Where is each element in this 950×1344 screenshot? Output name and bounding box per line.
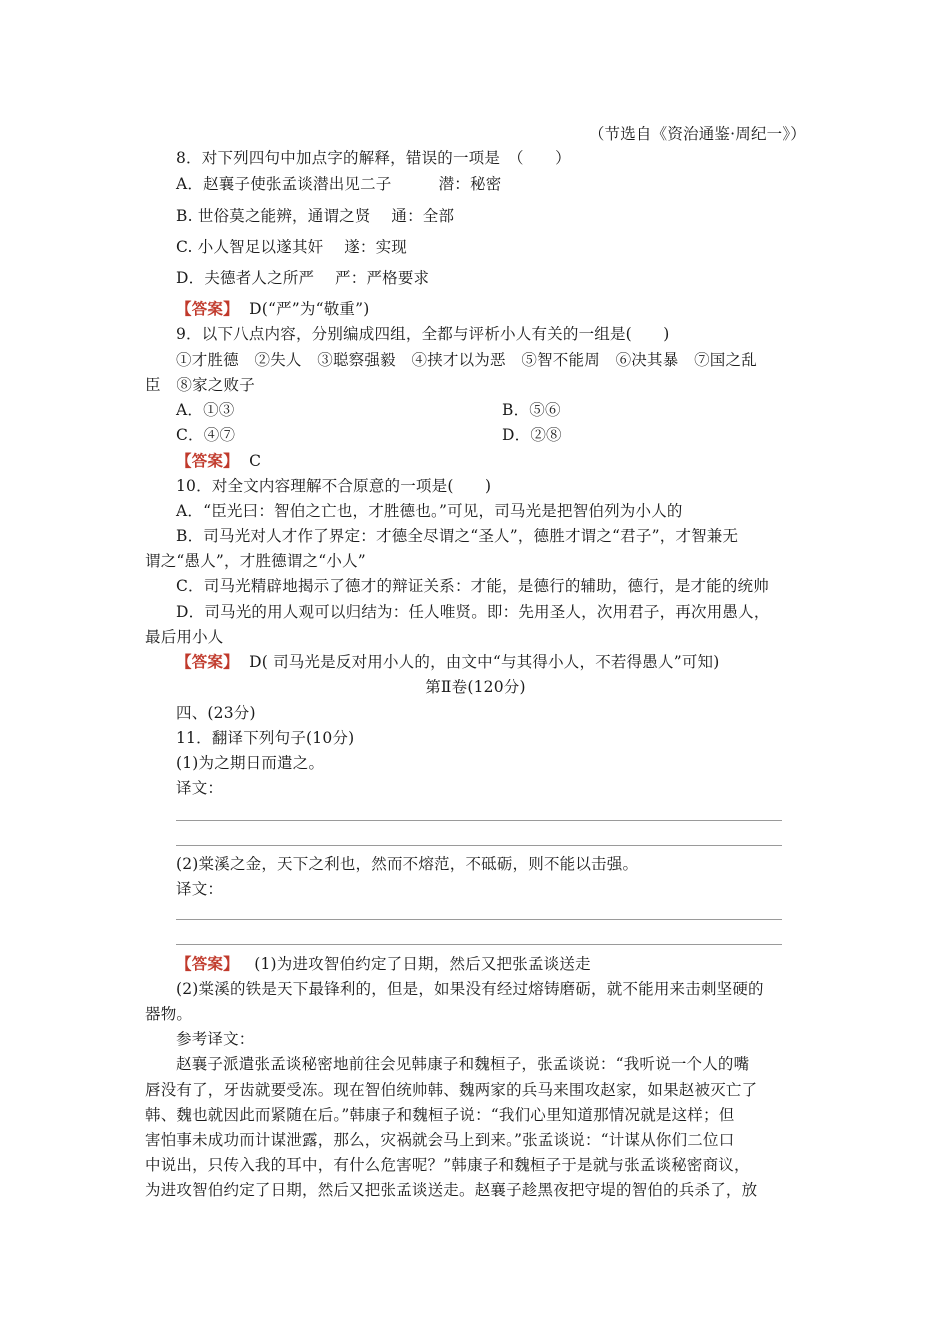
reference-line: 赵襄子派遣张孟谈秘密地前往会见韩康子和魏桓子，张孟谈说：“我听说一个人的嘴: [176, 1055, 750, 1073]
question-8-stem: 8．对下列四句中加点字的解释，错误的一项是 （ ）: [176, 149, 571, 167]
question-9-stem: 9．以下八点内容，分别编成四组，全都与评析小人有关的一组是( ): [176, 325, 670, 343]
reference-line: 中说出，只传入我的耳中，有什么危害呢？”韩康子和魏桓子于是就与张孟谈秘密商议，: [145, 1156, 750, 1174]
question-11-sentence-1: (1)为之期日而遣之。: [176, 754, 325, 772]
question-10-option-c: C．司马光精辟地揭示了德才的辩证关系：才能，是德行的辅助，德行，是才能的统帅: [176, 577, 769, 595]
question-11-answer: [176, 954, 591, 974]
answer-label: 【答案】: [176, 451, 239, 470]
answer-text-1: (1)为进攻智伯约定了日期，然后又把张孟谈送走: [254, 955, 591, 973]
question-10-answer: [176, 652, 719, 672]
question-10-stem: 10．对全文内容理解不合原意的一项是( ): [176, 477, 492, 495]
volume-title: 第Ⅱ卷(120分): [425, 678, 526, 696]
question-10-option-a: A．“臣光曰：智伯之亡也，才胜德也。”可见，司马光是把智伯列为小人的: [176, 502, 683, 520]
question-11-sentence-2: (2)棠溪之金，天下之利也，然而不熔范，不砥砺，则不能以击强。: [176, 855, 639, 873]
source-citation: （节选自《资治通鉴·周纪一》）: [588, 125, 806, 143]
answer-line: [176, 919, 782, 920]
question-8-option-d: D．夫德者人之所严 严：严格要求: [176, 269, 430, 287]
question-9-option-c: C．④⑦: [176, 426, 236, 444]
answer-line: [176, 944, 782, 945]
question-9-answer: [176, 451, 261, 471]
answer-text: D(“严”为“敬重”): [249, 300, 370, 318]
answer-label: 【答案】: [176, 954, 239, 973]
reference-line: 唇没有了，牙齿就要受冻。现在智伯统帅韩、魏两家的兵马来围攻赵家，如果赵被灭亡了: [145, 1081, 758, 1099]
question-8-answer: [176, 299, 370, 319]
answer-text: D( 司马光是反对用小人的，由文中“与其得小人，不若得愚人”可知): [249, 653, 720, 671]
answer-text: C: [249, 452, 262, 470]
question-9-items-line-1: ①才胜德 ②失人 ③聪察强毅 ④挟才以为恶 ⑤智不能周 ⑥决其暴 ⑦国之乱: [176, 351, 757, 369]
question-9-items-line-2: 臣 ⑧家之败子: [145, 376, 255, 394]
reference-title: 参考译文：: [176, 1030, 255, 1048]
reference-line: 害怕事未成功而计谋泄露，那么，灾祸就会马上到来。”张孟谈说：“计谋从你们二位口: [145, 1131, 735, 1149]
answer-line: [176, 845, 782, 846]
answer-line: [176, 820, 782, 821]
question-10-option-b-line-2: 谓之“愚人”，才胜德谓之“小人”: [145, 552, 366, 570]
question-10-option-d-line-2: 最后用小人: [145, 628, 224, 646]
translation-label-1: 译文：: [176, 779, 224, 797]
translation-label-2: 译文：: [176, 880, 224, 898]
question-8-option-a: A．赵襄子使张孟谈潜出见二子 潜：秘密: [176, 175, 502, 193]
reference-line: 韩、魏也就因此而紧随在后。”韩康子和魏桓子说：“我们心里知道那情况就是这样；但: [145, 1106, 735, 1124]
reference-line: 为进攻智伯约定了日期，然后又把张孟谈送走。赵襄子趁黑夜把守堤的智伯的兵杀了，放: [145, 1181, 758, 1199]
question-10-option-d-line-1: D．司马光的用人观可以归结为：任人唯贤。即：先用圣人，次用君子，再次用愚人，: [176, 603, 770, 621]
answer-label: 【答案】: [176, 652, 239, 671]
question-11-answer-2-line-1: (2)棠溪的铁是天下最锋利的，但是，如果没有经过熔铸磨砺，就不能用来击刺坚硬的: [176, 980, 764, 998]
question-9-option-a: A．①③: [176, 401, 235, 419]
question-11-answer-2-line-2: 器物。: [145, 1005, 193, 1023]
answer-label: 【答案】: [176, 299, 239, 318]
question-9-option-d: D．②⑧: [502, 426, 562, 444]
question-8-option-b: B. 世俗莫之能辨，通谓之贤 通：全部: [176, 207, 455, 225]
question-11-stem: 11．翻译下列句子(10分): [176, 729, 355, 747]
question-10-option-b-line-1: B．司马光对人才作了界定：才德全尽谓之“圣人”，德胜才谓之“君子”，才智兼无: [176, 527, 739, 545]
section-4-heading: 四、(23分): [176, 704, 256, 722]
question-9-option-b: B．⑤⑥: [502, 401, 561, 419]
question-8-option-c: C. 小人智足以遂其奸 遂：实现: [176, 238, 407, 256]
